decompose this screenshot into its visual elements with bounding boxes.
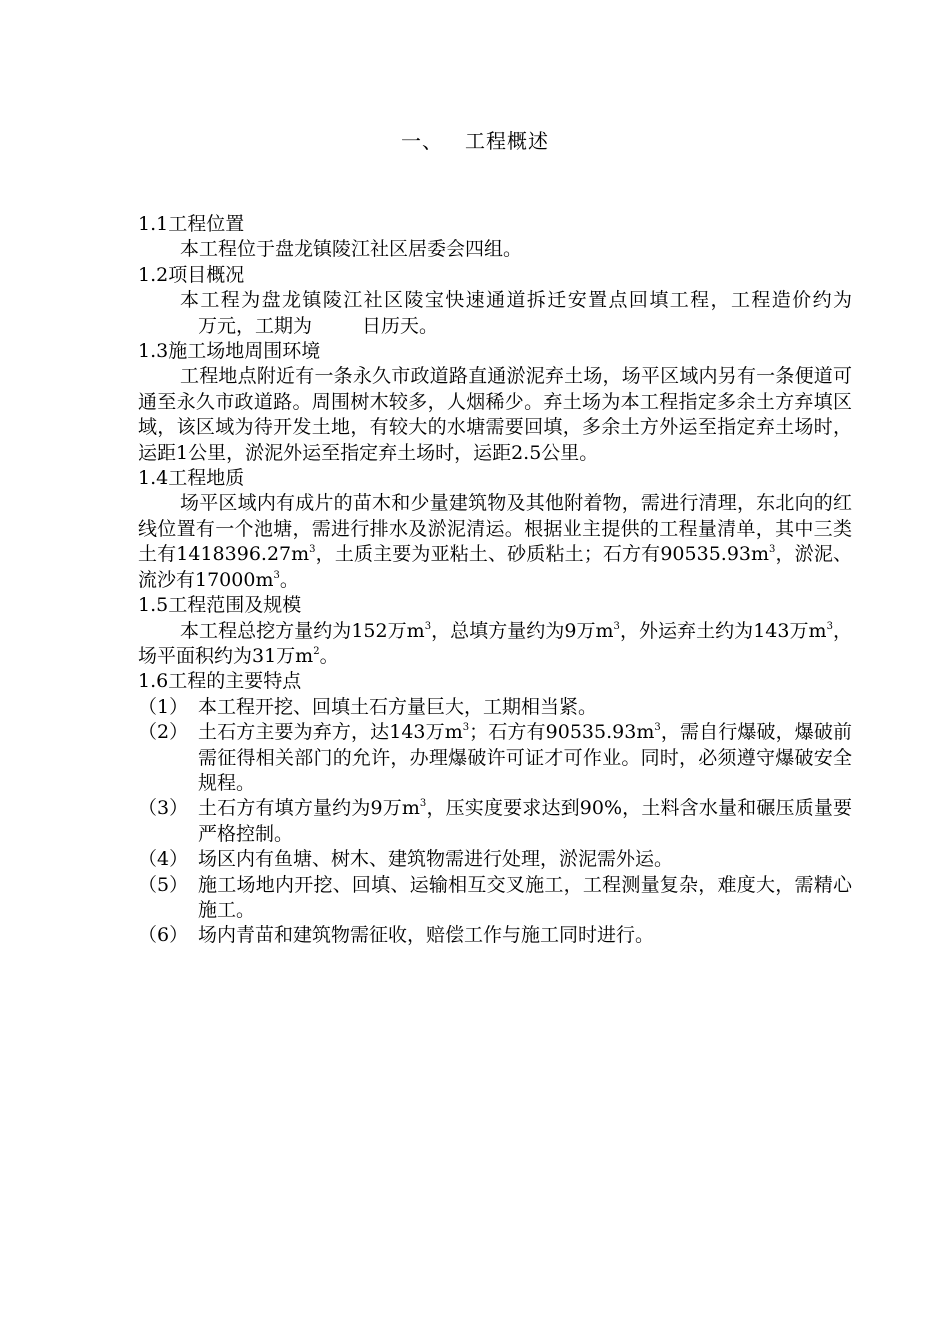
list-item-text: 本工程开挖、回填土石方量巨大，工期相当紧。 [198,695,598,718]
scope-text-d: ，场平面积约为31万m [138,619,852,667]
list-item-text: 施工场地内开挖、回填、运输相互交叉施工，工程测量复杂，难度大，需精心施工。 [198,873,852,921]
heading-1-3: 1.3施工场地周围环境 [138,340,321,363]
heading-1-1: 1.1工程位置 [138,213,245,235]
list-item-text: 场区内有鱼塘、树木、建筑物需进行处理，淤泥需外运。 [198,848,674,871]
superscript: 3 [309,544,316,556]
scope-text-c: ，外运弃土约为143万m [619,619,827,642]
superscript: 3 [419,798,427,810]
superscript: 3 [769,544,776,556]
heading-1-2: 1.2项目概况 [138,263,245,286]
item-3-text-b: ，压实度要求达到90%，土料含水量和碾压质量要严格控制。 [198,797,852,845]
heading-1-5: 1.5工程范围及规模 [138,594,302,617]
list-marker: （3） [138,797,189,820]
item-2-text-b: ；石方有90535.93m [469,721,655,744]
list-marker: （4） [138,848,189,871]
item-3-text-a: 土石方有填方量约为9万m [198,797,420,820]
section-title-text: 工程概述 [465,129,549,153]
list-marker: （5） [138,873,189,896]
list-item-text [198,796,852,847]
list-marker: （6） [138,924,189,947]
scope-text-e: 。 [319,644,339,667]
overview-text-b: 万元，工期为 [198,314,313,337]
list-item-text [198,720,852,796]
superscript: 3 [424,620,432,632]
overview-text-c: 日历天。 [362,314,439,337]
superscript: 3 [273,569,280,581]
overview-text-a: 本工程为盘龙镇陵江社区陵宝快速通道拆迁安置点回填工程，工程造价约为 [180,289,852,312]
list-marker: （1） [138,695,189,718]
list-item [138,873,852,924]
geology-text-c: ，淤泥、流沙有17000m [138,543,852,591]
list-item [138,847,852,872]
list-item [138,720,852,796]
paragraph-overview [138,288,852,339]
document-body [138,212,852,949]
geology-text-d: 。 [279,568,299,591]
paragraph-scope [138,619,852,670]
paragraph-location: 本工程位于盘龙镇陵江社区居委会四组。 [180,238,523,261]
scope-text-a: 本工程总挖方量约为152万m [180,619,425,642]
superscript: 3 [462,722,470,734]
geology-text-a: 场平区域内有成片的苗木和少量建筑物及其他附着物，需进行清理，东北向的红线位置有一个池塘，需进行排水及淤泥清运。根据业主提供的工程量清单，其中三类土有1418396.27m [138,492,852,566]
heading-1-6: 1.6工程的主要特点 [138,670,302,693]
superscript: 2 [313,645,320,657]
superscript: 3 [654,722,661,734]
list-item-text: 场内青苗和建筑物需征收，赔偿工作与施工同时进行。 [198,924,655,947]
scope-text-b: ，总填方量约为9万m [431,619,614,642]
paragraph-environment: 工程地点附近有一条永久市政道路直通淤泥弃土场，场平区域内另有一条便道可通至永久市政道路。周围树木较多，人烟稀少。弃土场为本工程指定多余土方弃填区域，该区域为待开发土地，有较大的水塘需要回填，多余土方外运至指定弃土场时，运距1公里，淤泥外运至指定弃土场时，运距2.5公里。 [138,365,852,464]
paragraph-geology [138,491,852,593]
list-item [138,695,852,720]
section-number: 一、 [401,129,443,153]
list-item [138,796,852,847]
superscript: 3 [826,620,833,632]
geology-text-b: ，土质主要为亚粘土、砂质粘土；石方有90535.93m [315,543,770,566]
section-title [0,125,950,154]
item-2-text-c: ，需自行爆破，爆破前需征得相关部门的允许，办理爆破许可证才可作业。同时，必须遵守爆破安全规程。 [198,721,852,794]
superscript: 3 [613,620,620,632]
item-2-text-a: 土石方主要为弃方，达143万m [198,721,463,744]
list-item [138,923,852,948]
list-marker: （2） [138,721,189,744]
heading-1-4: 1.4工程地质 [138,467,245,490]
